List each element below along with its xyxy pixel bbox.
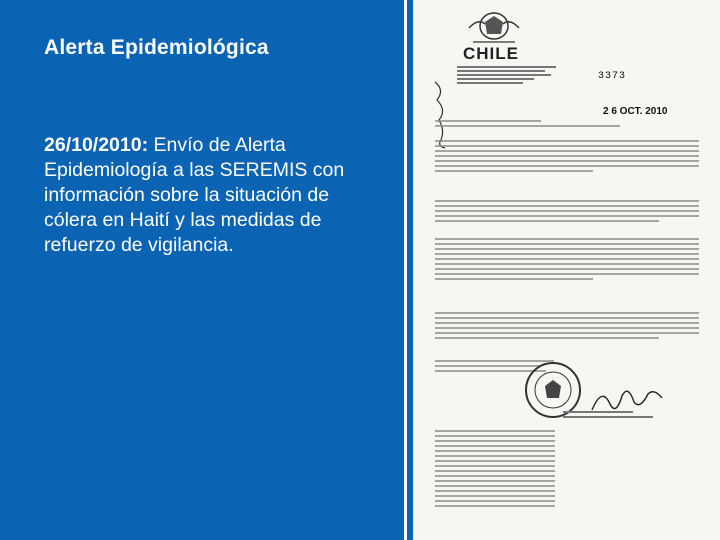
- document-recipient: [435, 120, 699, 130]
- document-date-stamp: 2 6 OCT. 2010: [603, 106, 668, 117]
- slide-title: Alerta Epidemiológica: [44, 36, 269, 59]
- scanned-document-image: [413, 0, 720, 540]
- document-paragraph-2: [435, 200, 699, 225]
- ministry-header: [457, 64, 567, 86]
- document-ref-number: 3373: [598, 71, 627, 82]
- document-paragraph-3: [435, 238, 699, 283]
- government-seal-icon: [463, 8, 525, 46]
- slide-body: [44, 133, 384, 258]
- document-paragraph-4: [435, 312, 699, 342]
- body-description: Envío de Alerta Epidemiología a las SEREMIS con información sobre la situación de cólera en Haití y las medidas de refuerzo de vigilancia.: [44, 134, 345, 256]
- signature-block: [563, 408, 653, 421]
- document-country: CHILE: [463, 44, 519, 63]
- distribution-list: [435, 430, 555, 510]
- document-paragraph-1: [435, 140, 699, 175]
- body-date: 26/10/2010:: [44, 134, 149, 156]
